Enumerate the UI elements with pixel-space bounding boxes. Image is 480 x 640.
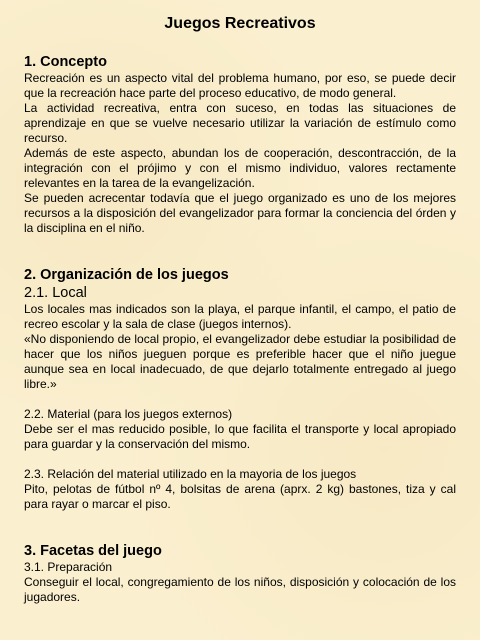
subsection-2-3-paragraph: Pito, pelotas de fútbol nº 4, bolsitas de arena (aprx. 2 kg) bastones, tiza y cal para rayar o marcar el piso. [24,482,456,511]
section-3-heading: 3. Facetas del juego [24,543,162,559]
section-1-paragraph-3: Además de este aspecto, abundan los de cooperación, descontracción, de la integración con el prójimo y con el mismo individuo, valores rectamente relevantes en la tarea de la evangelización. [24,146,456,190]
section-1-paragraph-2: La actividad recreativa, entra con suceso, en todas las situaciones de aprendizaje en que se vuelve necesario utilizar la variación de estímulo como recurso. [24,101,456,145]
section-2-heading: 2. Organización de los juegos [24,267,229,283]
subsection-2-2-paragraph: Debe ser el mas reducido posible, lo que facilita el transporte y local apropiado para guardar y la conservación del mismo. [24,422,456,451]
subsection-2-1-quote: «No disponiendo de local propio, el evangelizador debe estudiar la posibilidad de hacer que los niños jueguen porque es preferible hacer que el niño juegue aunque sea en local inadecuado, de que dejarlo totalmente entregado al juego libre.» [24,332,456,391]
page-title: Juegos Recreativos [164,15,316,32]
spacer [24,392,456,407]
subsection-2-1-heading: 2.1. Local [24,285,87,301]
spacer [24,236,456,266]
subsection-2-3-heading: 2.3. Relación del material utilizado en la mayoria de los juegos [24,467,357,481]
subsection-3-1-heading: 3.1. Preparación [24,560,113,574]
subsection-2-2-heading: 2.2. Material (para los juegos externos) [24,407,233,421]
spacer [24,452,456,467]
spacer [24,512,456,542]
section-1-paragraph-4: Se pueden acrecentar todavía que el juego organizado es uno de los mejores recursos a la disposición del evangelizador para formar la conciencia del órden y la disciplina en el niño. [24,191,456,235]
section-1-heading: 1. Concepto [24,54,107,70]
subsection-3-1-paragraph: Conseguir el local, congregamiento de los niños, disposición y colocación de los jugadores. [24,575,456,604]
subsection-2-1-paragraph-1: Los locales mas indicados son la playa, el parque infantil, el campo, el patio de recreo escolar y la sala de clase (juegos internos). [24,302,456,331]
section-1-paragraph-1: Recreación es un aspecto vital del problema humano, por eso, se puede decir que la recreación hace parte del proceso educativo, de modo general. [24,71,456,100]
